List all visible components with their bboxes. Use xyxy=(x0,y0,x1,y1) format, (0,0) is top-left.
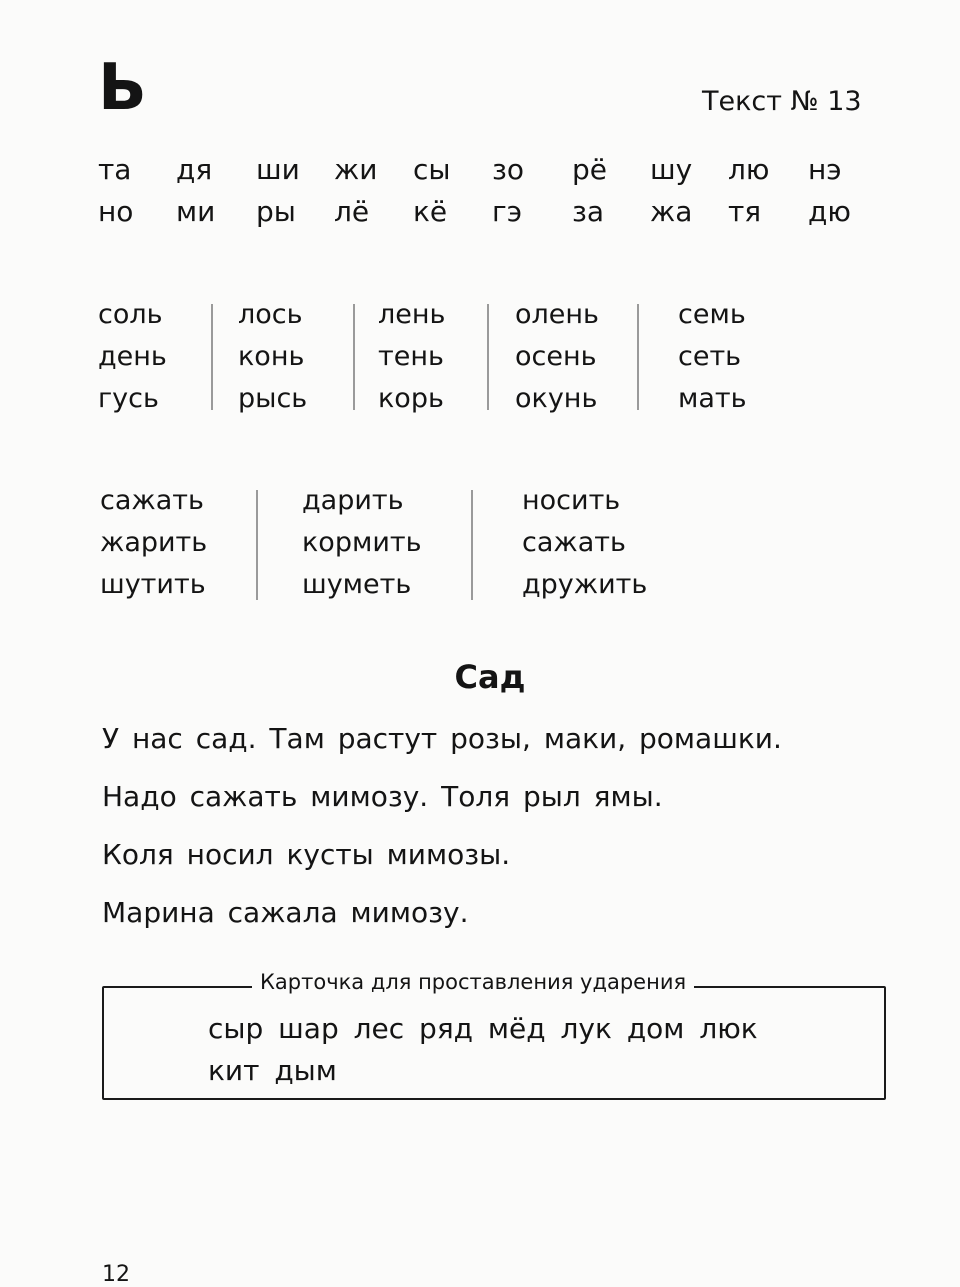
word: жарить xyxy=(100,527,208,558)
word: лось xyxy=(238,299,303,330)
syllable: за xyxy=(572,195,605,228)
stress-card-label: Карточка для проставления ударения xyxy=(252,970,694,994)
word: день xyxy=(98,341,167,372)
verb-column-2 xyxy=(302,480,422,606)
word: шутить xyxy=(100,569,206,600)
story-sentence: Надо сажать мимозу. Толя рыл ямы. xyxy=(102,780,663,813)
verb-column-1 xyxy=(100,480,207,606)
syllable: лю xyxy=(728,153,770,186)
page-number: 12 xyxy=(102,1262,130,1287)
column-divider xyxy=(353,304,355,410)
word: корь xyxy=(378,383,444,414)
story-sentence: У нас сад. Там растут розы, маки, ромашки. xyxy=(102,722,782,755)
syllable: ши xyxy=(256,153,300,186)
word: тень xyxy=(378,341,444,372)
story-title: Сад xyxy=(454,658,526,696)
syllable-row-2 xyxy=(0,192,960,232)
word: осень xyxy=(515,341,597,372)
column-divider xyxy=(211,304,213,410)
word: лень xyxy=(378,299,446,330)
column-divider xyxy=(637,304,639,410)
word: шуметь xyxy=(302,569,412,600)
syllable: шу xyxy=(650,153,693,186)
syllable: но xyxy=(98,195,134,228)
column-divider xyxy=(256,490,258,600)
stress-card-words-line-2: кит дым xyxy=(208,1054,337,1087)
word: рысь xyxy=(238,383,308,414)
column-divider xyxy=(487,304,489,410)
syllable: зо xyxy=(492,153,525,186)
syllable: кё xyxy=(413,195,448,228)
syllable: жи xyxy=(334,153,378,186)
noun-column-1 xyxy=(98,294,167,420)
syllable: дя xyxy=(176,153,213,186)
column-divider xyxy=(471,490,473,600)
word: конь xyxy=(238,341,305,372)
word: олень xyxy=(515,299,599,330)
syllable: рё xyxy=(572,153,607,186)
noun-column-2 xyxy=(238,294,307,420)
syllable: та xyxy=(98,153,132,186)
syllable: жа xyxy=(650,195,693,228)
word: гусь xyxy=(98,383,159,414)
word: дарить xyxy=(302,485,404,516)
noun-column-4 xyxy=(515,294,599,420)
word: дружить xyxy=(522,569,648,600)
stress-card xyxy=(102,970,886,1100)
syllable: нэ xyxy=(808,153,842,186)
word: сажать xyxy=(522,527,626,558)
syllable: лё xyxy=(334,195,370,228)
letter-heading: Ь xyxy=(98,51,147,125)
noun-column-3 xyxy=(378,294,445,420)
text-number: Текст № 13 xyxy=(702,86,862,117)
word: кормить xyxy=(302,527,422,558)
word: семь xyxy=(678,299,746,330)
syllable-row-1 xyxy=(0,150,960,190)
syllable: ми xyxy=(176,195,216,228)
word: мать xyxy=(678,383,747,414)
stress-card-words-line-1: сыр шар лес ряд мёд лук дом люк xyxy=(208,1012,758,1045)
story-sentence: Коля носил кусты мимозы. xyxy=(102,838,511,871)
word: сеть xyxy=(678,341,742,372)
word: носить xyxy=(522,485,621,516)
syllable: сы xyxy=(413,153,451,186)
syllable: дю xyxy=(808,195,851,228)
noun-column-5 xyxy=(678,294,747,420)
verb-column-3 xyxy=(522,480,647,606)
word: соль xyxy=(98,299,163,330)
word: сажать xyxy=(100,485,204,516)
syllable: тя xyxy=(728,195,762,228)
syllable: гэ xyxy=(492,195,523,228)
story-sentence: Марина сажала мимозу. xyxy=(102,896,469,929)
syllable: ры xyxy=(256,195,296,228)
word: окунь xyxy=(515,383,598,414)
